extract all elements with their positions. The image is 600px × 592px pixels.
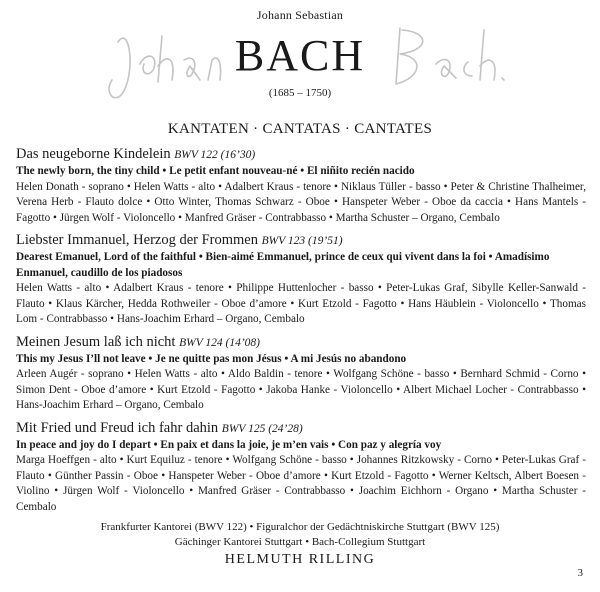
section-heading: KANTATEN · CANTATAS · CANTATES — [167, 121, 433, 137]
cantata-bwv: BWV 123 (19’51) — [261, 235, 343, 247]
cantata-entry — [16, 419, 586, 516]
composer-first-name: Johann Sebastian — [256, 8, 344, 22]
works-list — [16, 145, 586, 520]
conductor-name: HELMUTH RILLING — [224, 552, 376, 567]
cantata-title-line — [16, 145, 586, 164]
cantata-performers: Marga Hoeffgen - alto • Kurt Equiluz - tenore • Wolfgang Schöne - basso • Johannes Ritzkowsky - Corno • Peter-Lukas Graf - Flauto • Günther Passin - Oboe • Hanspeter Weber - Oboe d’amore • Kurt Etzold - Fagotto • Werner Keltsch, Albert Boesen - Violino • Jürgen Wolf - Violoncello • Manfred Gräser - Contrabbasso • Joachim Eichhorn - Organo • Martha Schuster - Cembalo — [16, 454, 586, 513]
cantata-title: Liebster Immanuel, Herzog der Frommen — [16, 232, 258, 248]
ensemble-credits — [0, 520, 600, 550]
cantata-entry — [16, 333, 586, 414]
cantata-translations: This my Jesus I’ll not leave • Je ne quitte pas mon Jésus • A mi Jesús no abandono — [16, 352, 407, 365]
cantata-entry — [16, 231, 586, 328]
composer-dates: (1685 – 1750) — [268, 87, 332, 99]
composer-last-name: BACH — [234, 31, 366, 80]
cantata-performers: Helen Donath - soprano • Helen Watts - alto • Adalbert Kraus - tenore • Niklaus Tüller - basso • Peter & Christine Thalheimer, Verena Herb - Flauto dolce • Otto Winter, Thomas Schwarz - Oboe • Hanspeter Weber - Oboe da caccia • Hans Mantels - Fagotto • Jürgen Wolf - Violoncello • Manfred Gräser - Contrabbasso • Martha Schuster – Organo, Cembalo — [16, 180, 586, 224]
cantata-title-line — [16, 419, 586, 438]
cantata-bwv: BWV 125 (24’28) — [221, 422, 303, 435]
cantata-performers: Helen Watts - alto • Adalbert Kraus - tenore • Philippe Huttenlocher - basso • Peter-Lukas Graf, Sibylle Keller-Sanwald - Flauto • Klaus Kärcher, Hedda Rothweiler - Oboe d’amore • Kurt Etzold - Fagotto • Hans Häublein - Violoncello • Thomas Lom - Contrabbasso • Hans-Joachim Erhard – Organo, Cembalo — [16, 282, 586, 325]
cantata-title-line — [16, 231, 586, 250]
cantata-bwv: BWV 124 (14’08) — [179, 336, 261, 349]
cantata-title: Mit Fried und Freud ich fahr dahin — [16, 419, 219, 436]
page-number: 3 — [577, 567, 583, 579]
credits-line-1: Frankfurter Kantorei (BWV 122) • Figuralchor der Gedächtniskirche Stuttgart (BWV 125) — [100, 521, 500, 533]
cantata-translations: In peace and joy do I depart • En paix et dans la joie, je m’en vais • Con paz y alegría voy — [16, 438, 442, 451]
cantata-title: Meinen Jesum laß ich nicht — [16, 333, 176, 350]
cantata-performers: Arleen Augér - soprano • Helen Watts - alto • Aldo Baldin - tenore • Wolfgang Schöne - basso • Bernhard Schmid - Corno • Simon Dent - Oboe d’amore • Kurt Etzold - Fagotto • Jakoba Hanke - Violoncello • Albert Michael Locher - Contrabbasso • Hans-Joachim Erhard – Organo, Cembalo — [16, 368, 586, 411]
cantata-entry — [16, 145, 586, 226]
cantata-translations: The newly born, the tiny child • Le petit enfant nouveau-né • El niñito recién nacido — [16, 165, 415, 177]
cantata-translations: Dearest Emanuel, Lord of the faithful • Bien-aimé Emmanuel, prince de ceux qui vivent dans la foi • Amadísimo Enmanuel, caudillo de los piadosos — [16, 251, 550, 279]
cantata-title: Das neugeborne Kindelein — [16, 146, 171, 162]
credits-line-2: Gächinger Kantorei Stuttgart • Bach-Collegium Stuttgart — [174, 536, 426, 548]
cantata-title-line — [16, 333, 586, 352]
cantata-bwv: BWV 122 (16’30) — [174, 149, 256, 161]
